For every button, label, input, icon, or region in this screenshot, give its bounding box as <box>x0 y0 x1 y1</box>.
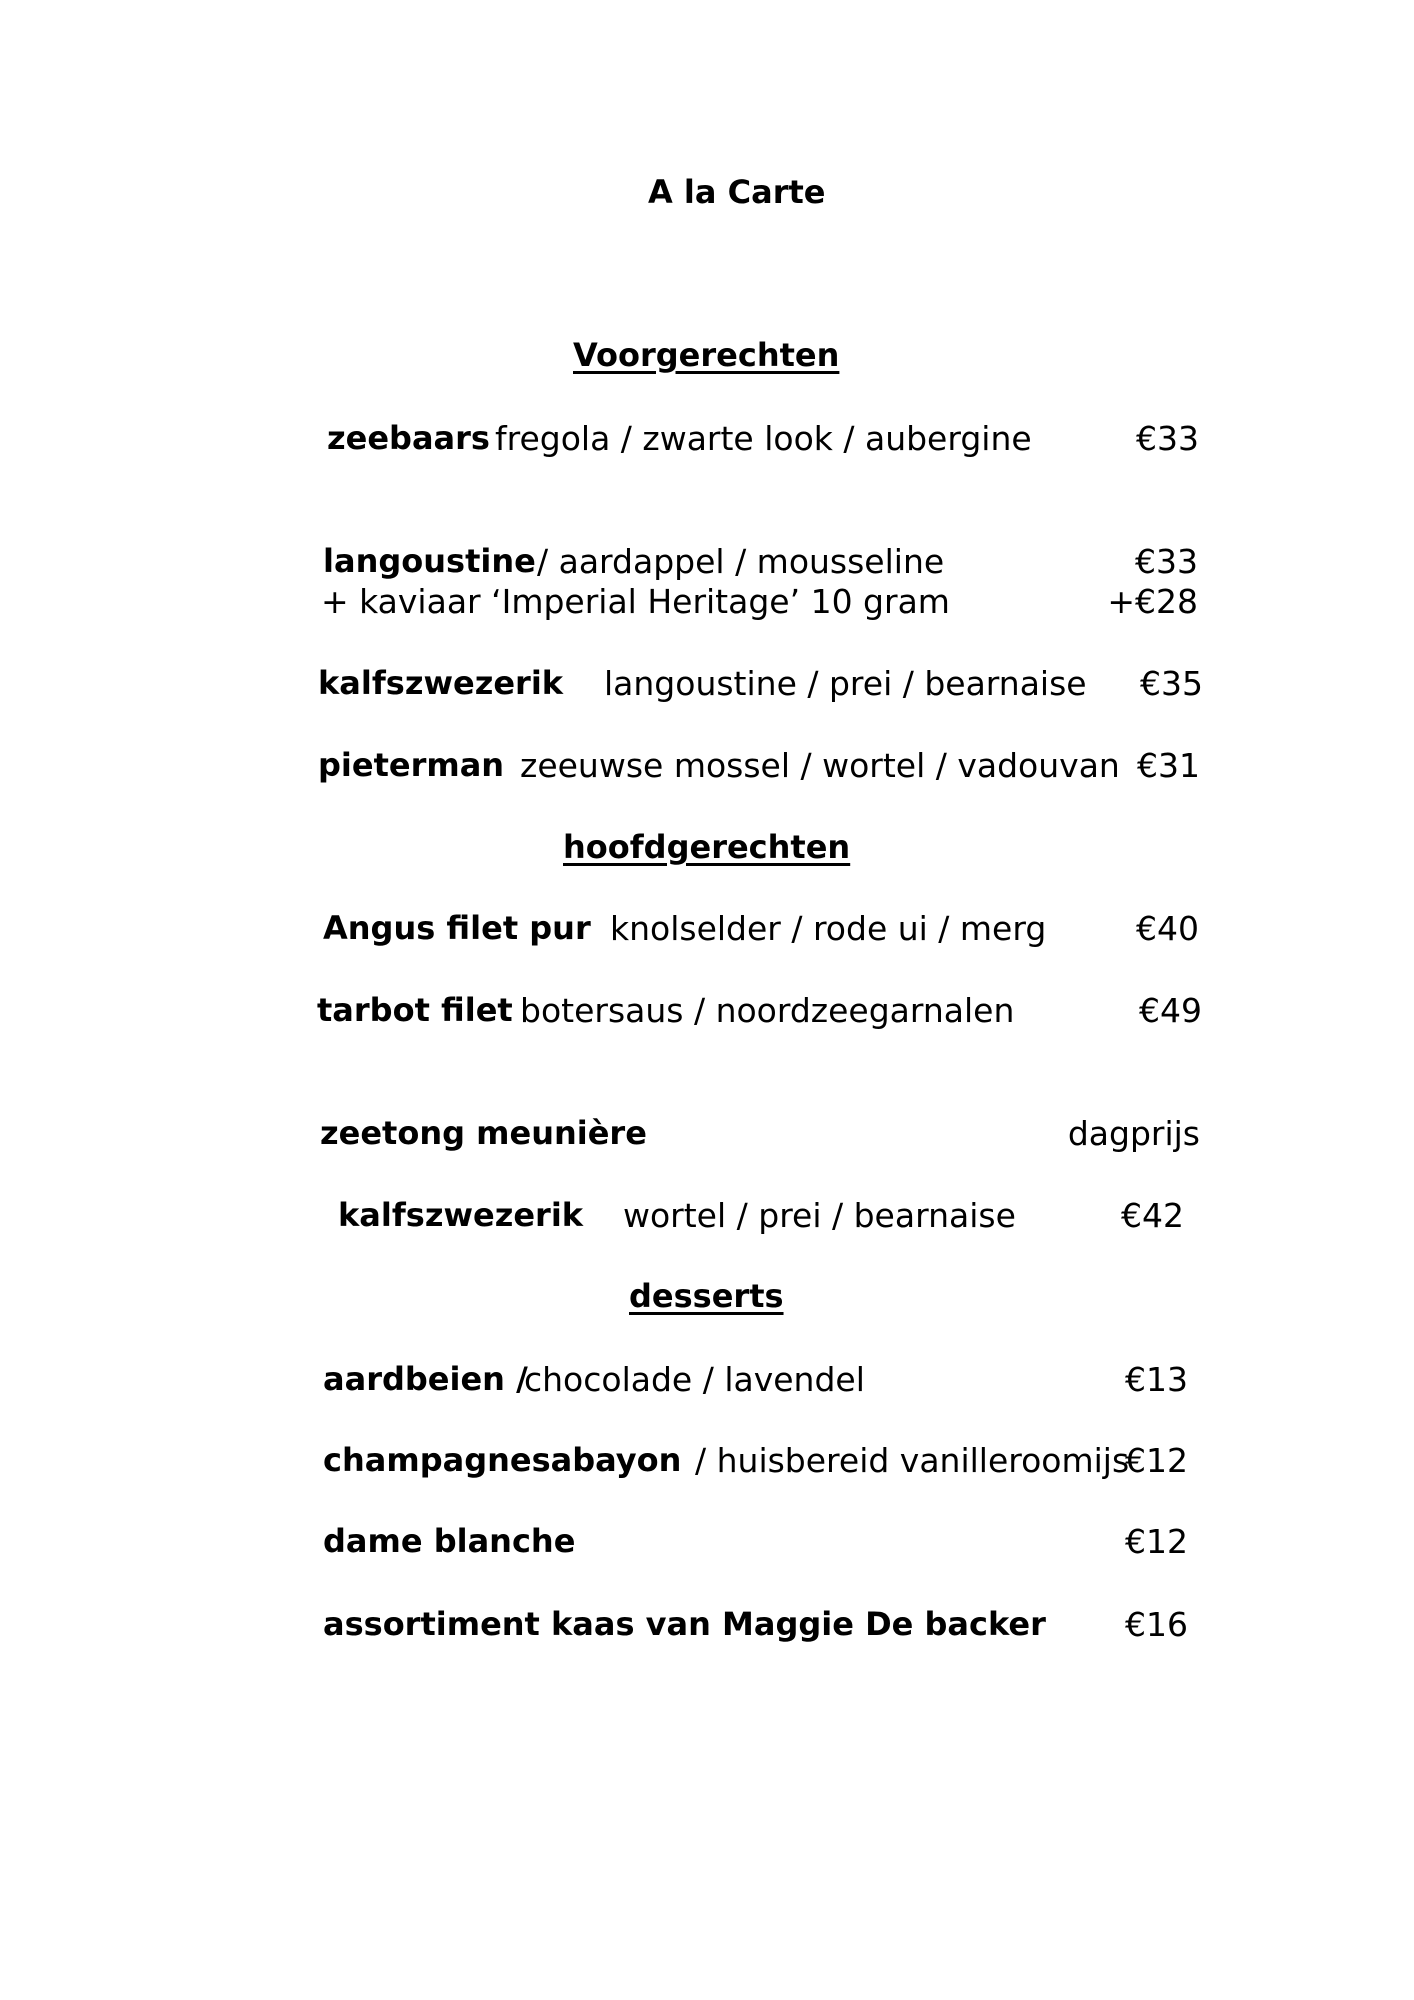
page-title: A la Carte <box>648 173 826 211</box>
item-name: assortiment kaas van Maggie De backer <box>323 1605 1046 1643</box>
item-description: zeeuwse mossel / wortel / vadouvan <box>520 746 1120 785</box>
section-heading-hoofdgerechten: hoofdgerechten <box>563 828 851 866</box>
item-price: €12 <box>1125 1522 1188 1561</box>
item-description: / aardappel / mousseline <box>537 542 945 581</box>
item-price: €16 <box>1125 1605 1188 1644</box>
item-description: knolselder / rode ui / merg <box>610 909 1047 948</box>
item-description: langoustine / prei / bearnaise <box>604 664 1087 703</box>
item-description: chocolade / lavendel <box>524 1360 865 1399</box>
item-name: Angus filet pur <box>323 909 591 947</box>
section-heading-desserts: desserts <box>629 1277 784 1315</box>
item-price: €35 <box>1140 664 1203 703</box>
item-description: wortel / prei / bearnaise <box>623 1196 1016 1235</box>
item-price: €42 <box>1121 1196 1184 1235</box>
item-price: €12 <box>1125 1441 1188 1480</box>
section-heading-voorgerechten: Voorgerechten <box>573 336 840 374</box>
item-price: dagprijs <box>1067 1114 1200 1153</box>
item-description: botersaus / noordzeegarnalen <box>520 991 1015 1030</box>
item-name: dame blanche <box>323 1522 576 1560</box>
item-name: pieterman <box>318 746 505 784</box>
item-name: zeetong meunière <box>320 1114 647 1152</box>
item-description: / huisbereid vanilleroomijs <box>695 1441 1130 1480</box>
item-description: fregola / zwarte look / aubergine <box>495 419 1032 458</box>
item-price: €33 <box>1135 542 1198 581</box>
item-price: €13 <box>1125 1360 1188 1399</box>
item-name: kalfszwezerik <box>318 664 564 702</box>
item-name: zeebaars <box>327 419 490 457</box>
item-extra-description: + kaviaar ‘Imperial Heritage’ 10 gram <box>321 582 950 621</box>
item-price: €40 <box>1136 909 1199 948</box>
item-name: kalfszwezerik <box>338 1196 584 1234</box>
item-price: €33 <box>1136 419 1199 458</box>
item-name: langoustine <box>323 542 536 580</box>
item-name: champagnesabayon <box>323 1441 682 1479</box>
item-name: tarbot filet <box>317 991 513 1029</box>
item-price: €49 <box>1139 991 1202 1030</box>
item-price: €31 <box>1137 746 1200 785</box>
item-name: aardbeien / <box>323 1360 528 1398</box>
item-extra-price: +€28 <box>1107 582 1198 621</box>
